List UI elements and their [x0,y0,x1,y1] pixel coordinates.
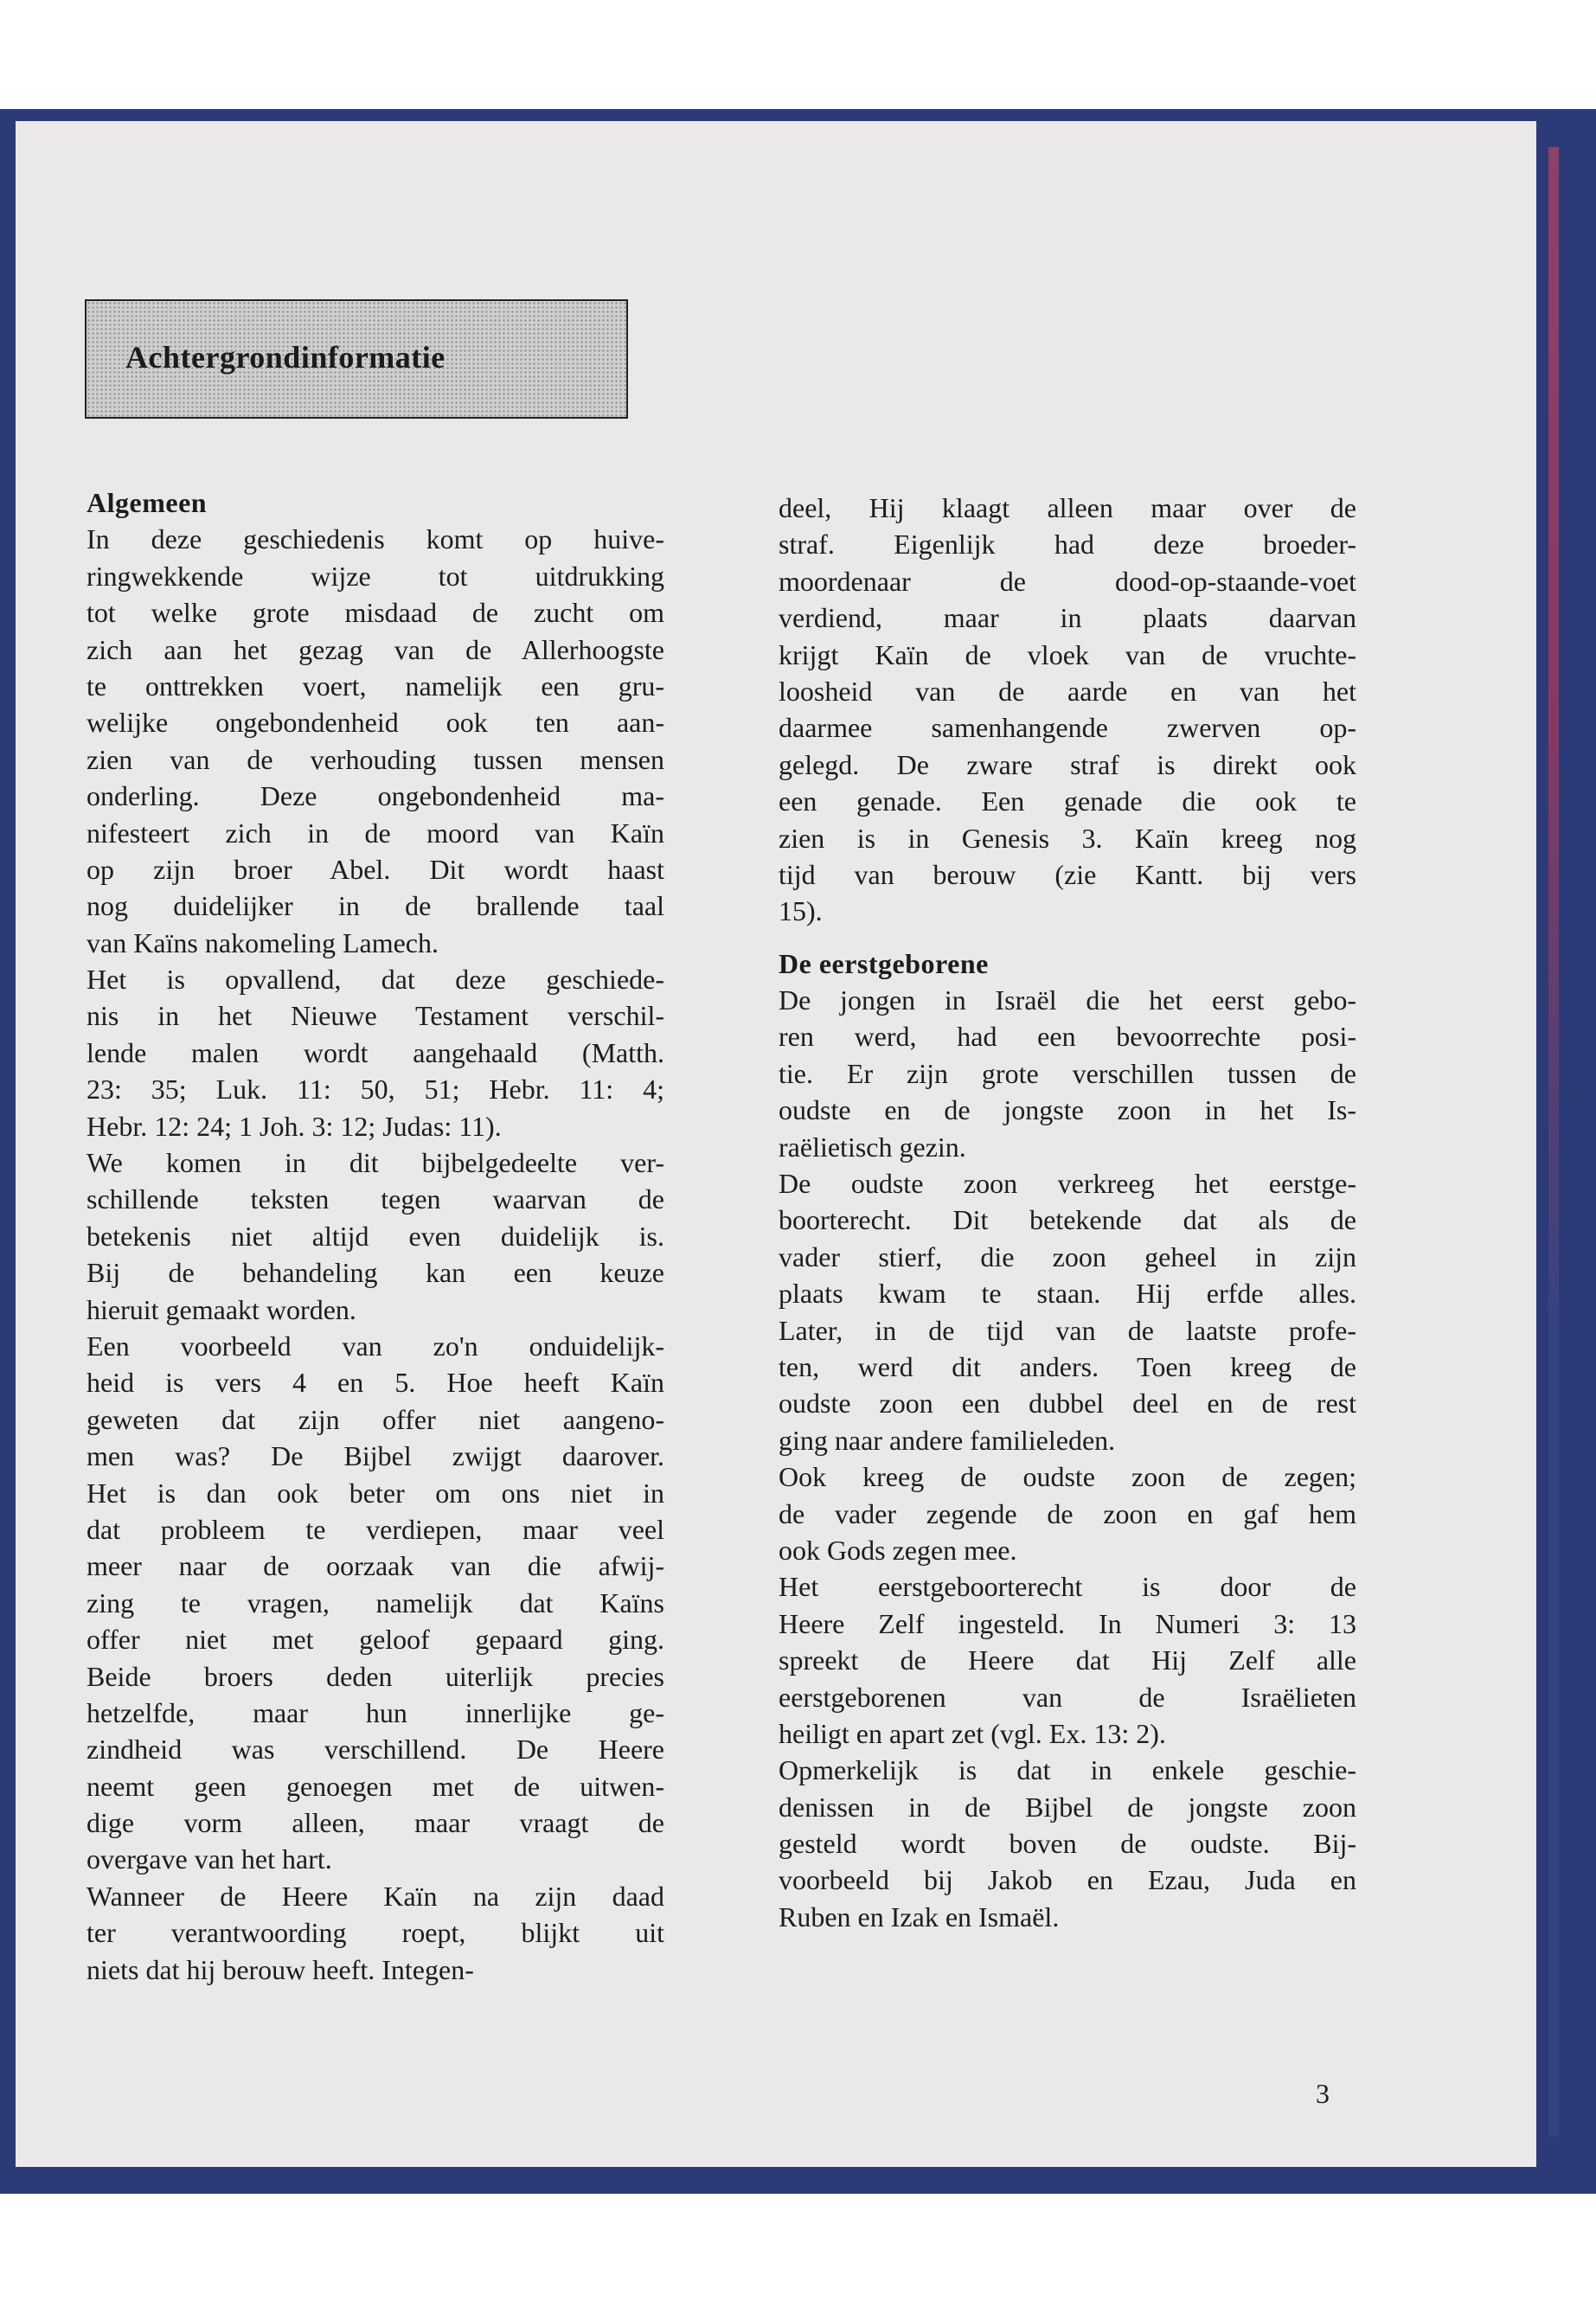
text-line: ook Gods zegen mee. [779,1534,1017,1566]
text-line: Het is dan ook beter om ons niet in [87,1477,664,1509]
text-line: gesteld wordt boven de oudste. Bij- [779,1828,1356,1860]
text-line: spreekt de Heere dat Hij Zelf alle [779,1644,1356,1676]
right-heading: De eerstgeborene [779,947,989,979]
text-line: zing te vragen, namelijk dat Kaïns [87,1586,664,1618]
text-line: Later, in de tijd van de laatste profe- [779,1314,1356,1346]
cover-edge [1548,147,1559,2137]
page-number: 3 [1316,2078,1330,2109]
text-line: neemt geen genoegen met de uitwen- [87,1770,664,1802]
text-line: daarmee samenhangende zwerven op- [779,712,1356,744]
text-line: ter verantwoording roept, blijkt uit [87,1917,664,1949]
text-line: In deze geschiedenis komt op huive- [87,523,664,555]
text-line: ging naar andere familieleden. [779,1424,1116,1456]
section-header-title: Achtergrondinformatie [125,340,445,375]
text-line: zich aan het gezag van de Allerhoogste [87,633,664,665]
text-line: Een voorbeeld van zo'n onduidelijk- [87,1330,664,1362]
text-line: Hebr. 12: 24; 1 Joh. 3: 12; Judas: 11). [87,1110,502,1142]
text-line: ten, werd dit anders. Toen kreeg de [779,1350,1356,1382]
text-line: te onttrekken voert, namelijk een gru- [87,670,664,702]
text-line: nis in het Nieuwe Testament verschil- [87,1000,664,1032]
left-heading: Algemeen [87,487,208,518]
text-line: oudste en de jongste zoon in het Is- [779,1094,1356,1126]
text-line: plaats kwam te staan. Hij erfde alles. [779,1278,1356,1310]
text-line: overgave van het hart. [87,1843,332,1875]
paragraph-spacer [779,930,1356,945]
text-line: gelegd. De zware straf is direkt ook [779,748,1356,780]
text-line: onderling. Deze ongebondenheid ma- [87,780,664,812]
text-line: zien van de verhouding tussen mensen [87,743,664,775]
text-line: deel, Hij klaagt alleen maar over de [779,492,1356,523]
text-line: De jongen in Israël die het eerst gebo- [779,984,1356,1016]
text-line: hetzelfde, maar hun innerlijke ge- [87,1696,664,1728]
text-line: een genade. Een genade die ook te [779,785,1356,817]
text-line: meer naar de oorzaak van die afwij- [87,1550,664,1582]
text-line: denissen in de Bijbel de jongste zoon [779,1791,1356,1823]
text-line: zien is in Genesis 3. Kaïn kreeg nog [779,822,1356,854]
text-line: Het is opvallend, dat deze geschiede- [87,964,664,996]
text-line: niets dat hij berouw heeft. Integen- [87,1953,474,1985]
text-line: moordenaar de dood-op-staande-voet [779,565,1356,597]
text-line: straf. Eigenlijk had deze broeder- [779,529,1356,561]
text-line: 23: 35; Luk. 11: 50, 51; Hebr. 11: 4; [87,1074,664,1106]
text-line: verdiend, maar in plaats daarvan [779,602,1356,634]
text-line: van Kaïns nakomeling Lamech. [87,926,439,958]
text-line: zindheid was verschillend. De Heere [87,1734,664,1766]
text-line: geweten dat zijn offer niet aangeno- [87,1403,664,1435]
text-line: Beide broers deden uiterlijk precies [87,1660,664,1692]
text-line: oudste zoon een dubbel deel en de rest [779,1388,1356,1420]
text-line: Heere Zelf ingesteld. In Numeri 3: 13 [779,1607,1356,1639]
text-line: offer niet met geloof gepaard ging. [87,1624,664,1656]
right-column [779,490,1356,1935]
text-line: voorbeeld bij Jakob en Ezau, Juda en [779,1864,1356,1896]
text-line: nog duidelijker in de brallende taal [87,890,664,922]
text-line: tijd van berouw (zie Kantt. bij vers [779,858,1356,890]
text-line: men was? De Bijbel zwijgt daarover. [87,1440,664,1472]
text-line: loosheid van de aarde en van het [779,675,1356,707]
text-line: vader stierf, die zoon geheel in zijn [779,1240,1356,1272]
text-line: Bij de behandeling kan een keuze [87,1257,664,1289]
left-column [87,484,664,1988]
text-line: schillende teksten tegen waarvan de [87,1183,664,1215]
text-line: ringwekkende wijze tot uitdrukking [87,560,664,592]
text-line: lende malen wordt aangehaald (Matth. [87,1036,664,1068]
text-line: tot welke grote misdaad de zucht om [87,597,664,629]
text-line: Ook kreeg de oudste zoon de zegen; [779,1461,1356,1493]
text-line: raëlietisch gezin. [779,1131,966,1163]
text-line: nifesteert zich in de moord van Kaïn [87,817,664,849]
text-line: hieruit gemaakt worden. [87,1293,356,1325]
text-line: Wanneer de Heere Kaïn na zijn daad [87,1880,664,1912]
text-line: welijke ongebondenheid ook ten aan- [87,707,664,739]
text-line: de vader zegende de zoon en gaf hem [779,1497,1356,1529]
text-line: Ruben en Izak en Ismaël. [779,1900,1060,1932]
text-line: De oudste zoon verkreeg het eerstge- [779,1168,1356,1200]
text-line: ren werd, had een bevoorrechte posi- [779,1021,1356,1053]
text-line: eerstgeborenen van de Israëlieten [779,1681,1356,1713]
text-line: dige vorm alleen, maar vraagt de [87,1807,664,1839]
section-header-box [85,299,628,419]
text-line: heid is vers 4 en 5. Hoe heeft Kaïn [87,1367,664,1399]
text-line: 15). [779,895,823,927]
text-line: tie. Er zijn grote verschillen tussen de [779,1057,1356,1089]
text-line: heiligt en apart zet (vgl. Ex. 13: 2). [779,1717,1166,1749]
text-line: Het eerstgeboorterecht is door de [779,1571,1356,1603]
text-line: dat probleem te verdiepen, maar veel [87,1513,664,1545]
text-line: boorterecht. Dit betekende dat als de [779,1204,1356,1236]
text-line: krijgt Kaïn de vloek van de vruchte- [779,638,1356,670]
text-line: We komen in dit bijbelgedeelte ver- [87,1147,664,1179]
text-line: op zijn broer Abel. Dit wordt haast [87,853,664,885]
text-line: betekenis niet altijd even duidelijk is. [87,1220,664,1252]
text-line: Opmerkelijk is dat in enkele geschie- [779,1754,1356,1786]
